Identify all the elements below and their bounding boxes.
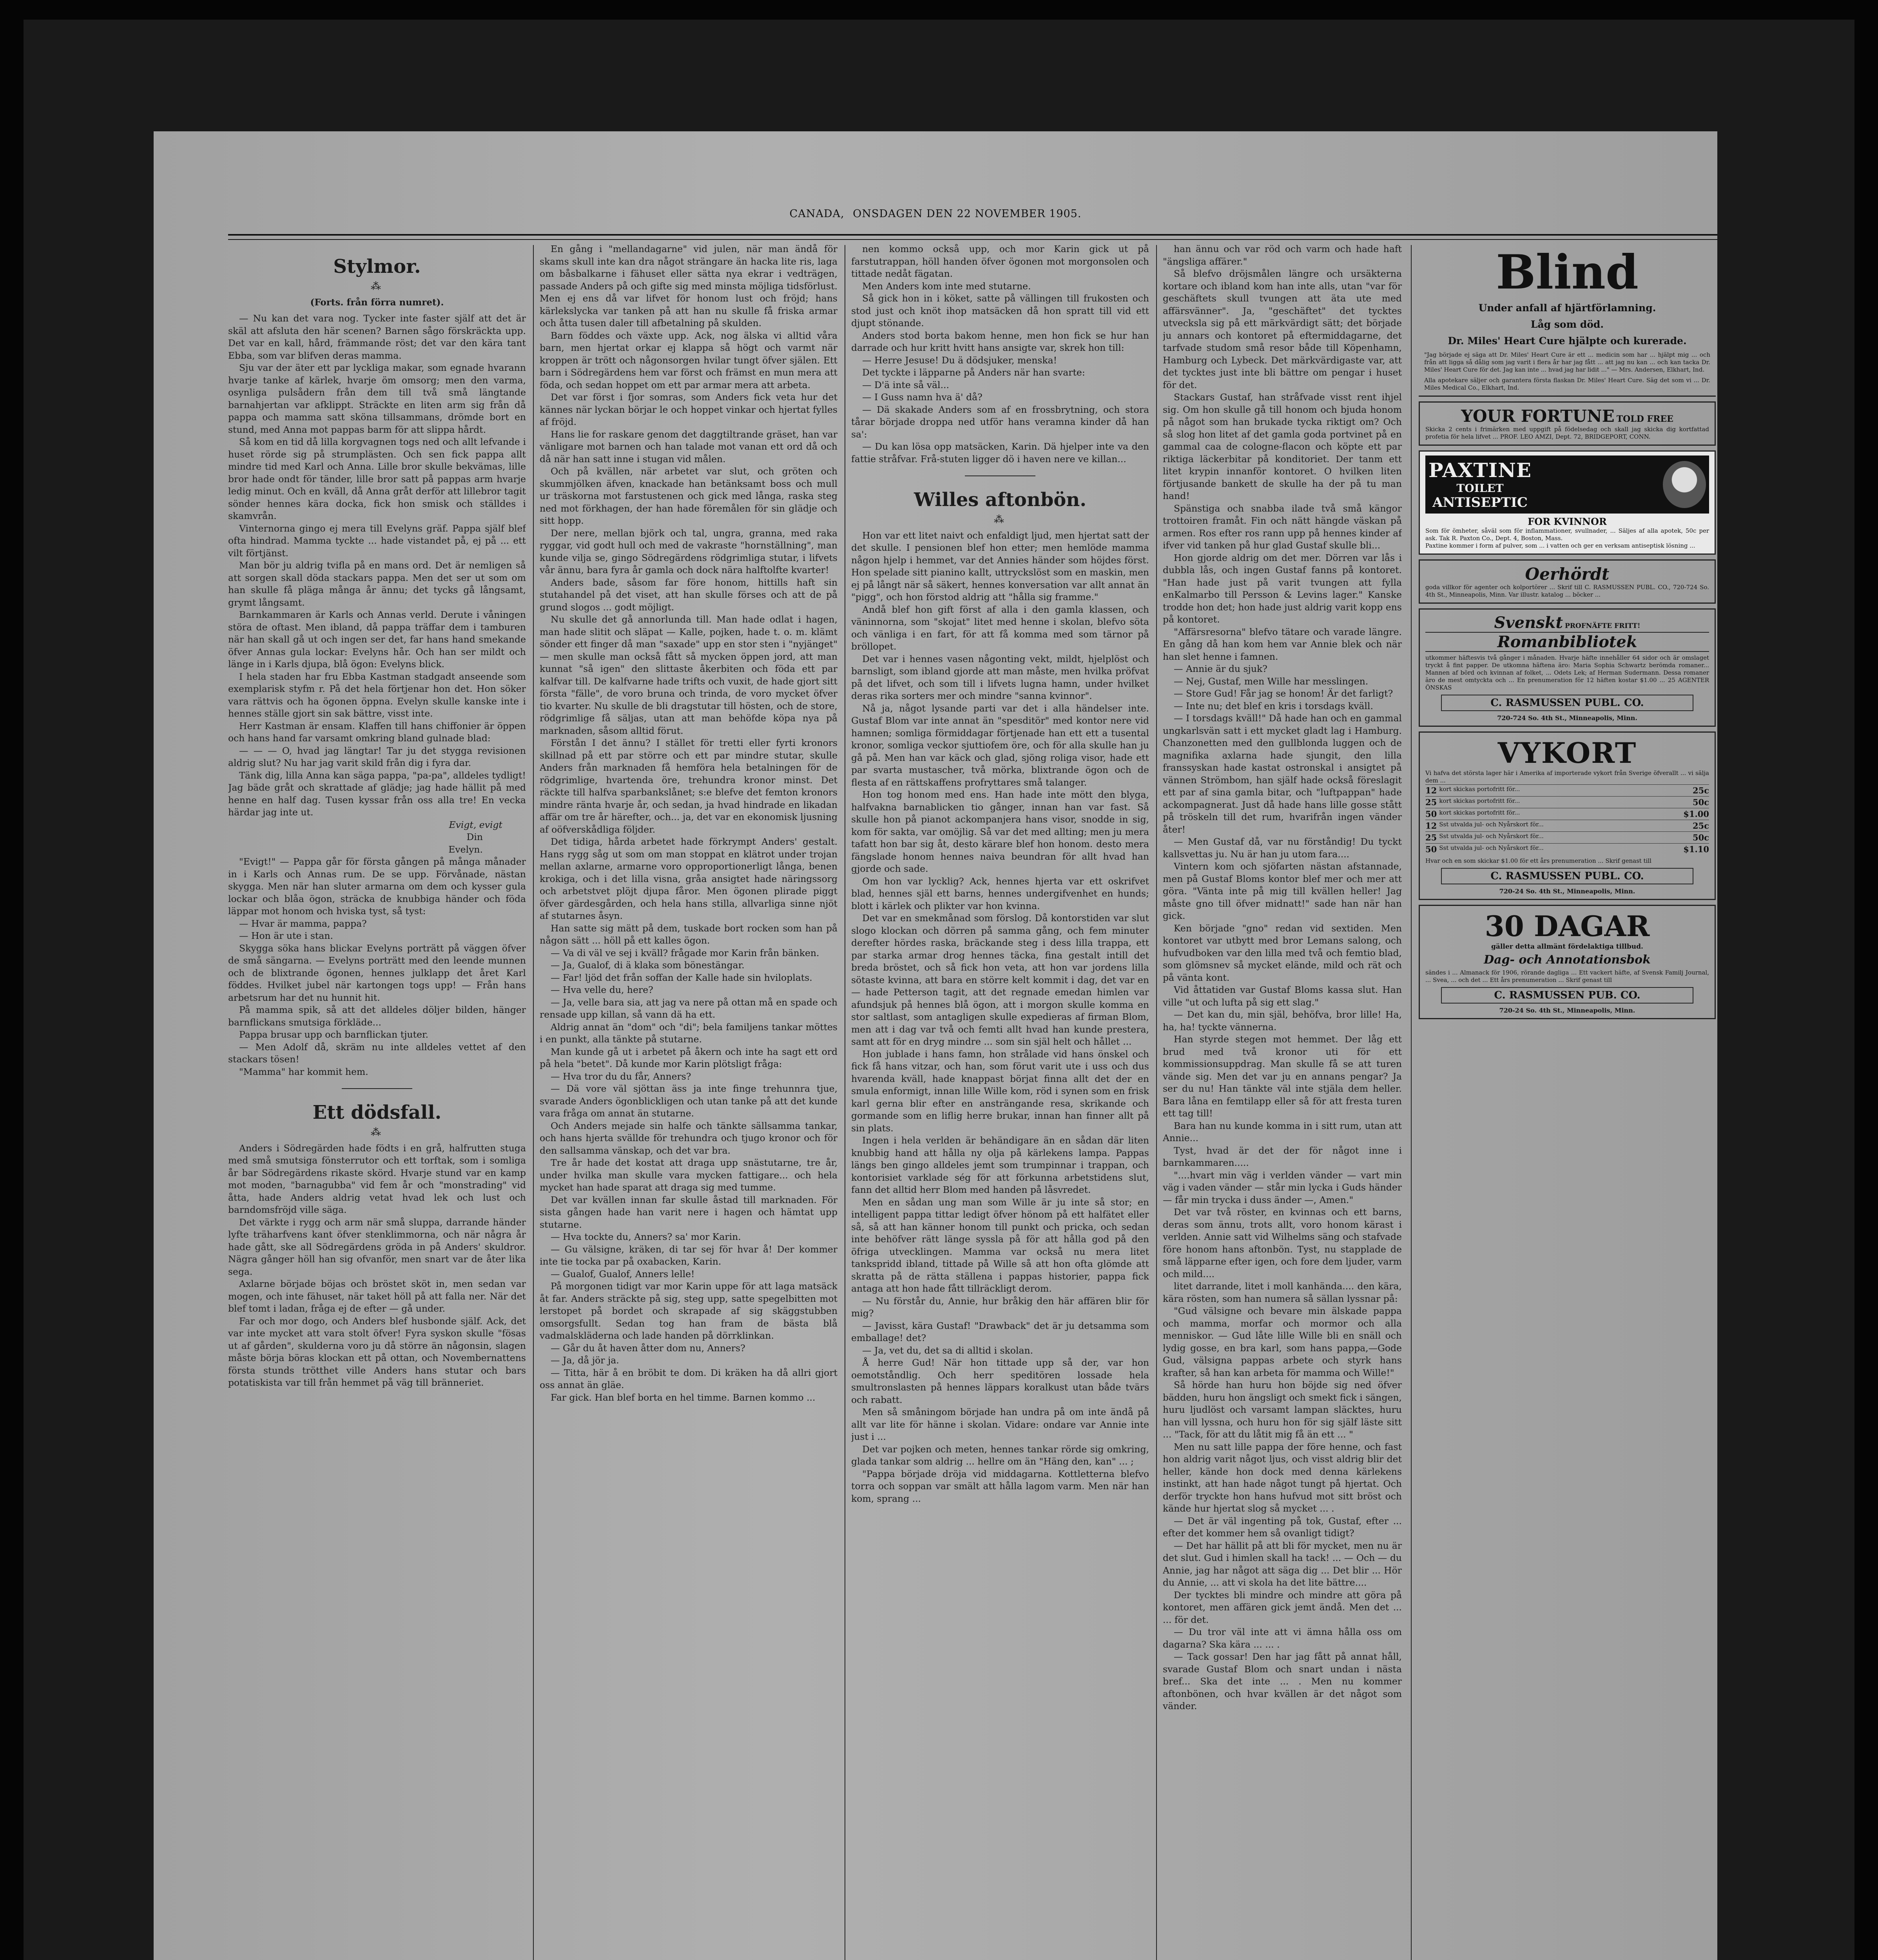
price-row <box>1425 843 1709 855</box>
price-value: $1.00 <box>1683 809 1709 819</box>
ornament: ⁂ <box>371 281 383 292</box>
price-desc: Sst utvalda jul- och Nyårskort för... <box>1439 844 1544 851</box>
paragraph: — Ja, Gualof, di ä klaka som bönestängar. <box>551 960 745 971</box>
paragraph: — Store Gud! Får jag se honom! Är det farligt? <box>1174 688 1393 699</box>
paragraph: — Det är väl ingenting på tok, Gustaf, efter ... efter det kommer hem så ovanligt tidigt? <box>1163 1515 1402 1539</box>
paragraph: — Men Adolf då, skräm nu inte alldeles vettet af den stackars tösen! <box>228 1041 526 1065</box>
page-header <box>154 208 1717 231</box>
article-body-willes <box>851 530 1149 1505</box>
paragraph: Far och mor dogo, och Anders blef husbonde själf. Ack, det var inte mycket att vara stolt öfver! Fyra syskon skulle "fösas ut af gården", skulderna voro ju då större än någonsin, slagen måste börja böras klockan ett på ottan, och Novembernattens första stunds trötthet ville Anders hans stutar och bars potatiskista var till från hemmet på väg till bränneriet. <box>228 1315 526 1388</box>
paragraph: Nå ja, något lysande parti var det i alla händelser inte. Gustaf Blom var inte annat än "spesditör" med kontor nere vid hamnen; somliga förmiddagar förtjenade han ett ett a tusental kronor, somliga veckor sjuttiofem öre, och för alla skulle han ju gå på. Men han var käck och glad, sjöng roliga visor, hade ett par svarta mustascher, två mörka, blixtrande ögon och de flesta af en rättskaffens profryttares små talanger. <box>851 702 1149 788</box>
ad-paxtine-line2: ANTISEPTIC <box>1432 495 1528 510</box>
paragraph: — Inte nu; det blef en kris i torsdags kväll. <box>1174 700 1373 711</box>
paragraph: — Du kan lösa opp matsäcken, Karin. Dä hjelper inte va den fattie stråfvar. Frå-stuten ligger dö i haven nere ve killan... <box>851 441 1149 465</box>
paragraph: Men så småningom började han undra på om inte ändå på allt var lite för hänne i skolan. Vidare: ondare var Annie inte just i ... <box>851 1406 1149 1442</box>
ad-30-dagar <box>1419 905 1716 1019</box>
paragraph: Herr Kastman är ensam. Klaffen till hans chiffonier är öppen och hans hand far varsamt omkring bland gulnade blad: <box>228 720 526 744</box>
price-row <box>1425 831 1709 843</box>
paragraph: — Du tror väl inte att vi ämna hålla oss om dagarna? Ska kära ... ... . <box>1163 1626 1402 1650</box>
paragraph: — I Guss namn hva ä' då? <box>862 392 983 403</box>
paragraph: Det tyckte i läpparne på Anders när han svarte: <box>862 367 1085 378</box>
paragraph: Han styrde stegen mot hemmet. Der låg ett brud med två kronor uti för ett kommissionsuppdrag. Man skulle få se att turen vände sig. Men det var ju en annans pengar? Ja ser du nu! Han tänkte väl inte stjäla dem heller. Bara låna en femtilapp eller så för att fresta turen ett tag till! <box>1163 1034 1402 1119</box>
price-value: $1.10 <box>1683 844 1709 854</box>
article-body <box>228 312 526 819</box>
paragraph: — Titta, här å en bröbit te dom. Di kräken ha då allri gjort oss annat än gläe. <box>540 1367 837 1390</box>
price-value: 50c <box>1692 797 1709 807</box>
paragraph: — I torsdags kväll!" Då hade han och en gammal ungkarlsvän satt i ett mycket gladt lag i Hamburg. Chanzonetten med den gullblonda luggen och de magnifika axlarna hade sjungit, den lilla franssyskan hade kastat ostronskal i ansigtet på vännen Strömbom, han själf hade också föreslagit ett par af sina gamla bitar, och "luftpappan" hade ackompagnerat. Just då hade hans lille gosse stått på tröskeln till det rum, hvarifrån ingen vänder åter! <box>1163 713 1402 835</box>
paragraph: Så gick hon in i köket, satte på vällingen till frukosten och stod just och knöt ihop matsäcken då hon spratt till vid ett djupt stönande. <box>851 293 1149 328</box>
ad-fortune-body: Skicka 2 cents i frimärken med uppgift på födelsedag och skall jag skicka dig kortfattad profetia för hela lifvet ... PROF. LEO AMZI, Dept. 72, BRIDGEPORT, CONN. <box>1425 426 1709 440</box>
ad-dagar-subtitle: gäller detta allmänt fördelaktiga tillbud. <box>1491 943 1643 951</box>
ad-blind-subtitle-2: Låg som död. <box>1530 319 1604 330</box>
column-1 <box>228 243 526 1960</box>
ad-vykort-address: 720-24 So. 4th St., Minneapolis, Minn. <box>1499 887 1635 895</box>
price-desc: kort skickas portofritt för... <box>1439 797 1520 804</box>
paragraph: Det var kvällen innan far skulle åstad till marknaden. För sista gången hade han varit nere i hagen och hämtat upp stutarne. <box>540 1194 837 1230</box>
ad-oerhordt <box>1419 559 1716 604</box>
article-body-col2 <box>540 243 837 1404</box>
paragraph: Andå blef hon gift först af alla i den gamla klassen, och väninnorna, som "skojat" litet med henne i skolan, blefvo söta och vänliga i en fart, för att få komma med som tärnor på bröllopet. <box>851 604 1149 652</box>
paragraph: Men en sådan ung man som Wille är ju inte så stor; en intelligent pappa tittar ledigt öfver hönom på ett halfätet eller så, så att han känner honom till punkt och pricka, och sedan inte behöfver rätt länge syssla på för att hålla god på den öfriga utvecklingen. Mamma var också nu mera litet tankspridd ibland, tittade på Wille så att hon ofta glömde att skratta på de rätta ställena i pappas historier, pappa fick antaga att hon hade fått tillräckligt derom. <box>851 1196 1149 1294</box>
column-2 <box>540 243 837 1960</box>
ad-dagar-publisher: C. RASMUSSEN PUB. CO. <box>1441 987 1693 1004</box>
price-qty: 25 <box>1425 797 1437 807</box>
paragraph: Men Anders kom inte med stutarne. <box>862 280 1031 292</box>
paragraph: Barnkammaren är Karls och Annas verld. Derute i våningen störa de oftast. Men ibland, då pappa träffar dem i tamburen när han skall gå ut och ingen ser det, far hans hand smekande öfver Annas gula lockar: Evelyns hår. Och han ser mildt och länge in i Karls djupa, blå ögon: Evelyns blick. <box>228 609 526 670</box>
paragraph: Å herre Gud! När hon tittade upp så der, var hon oemotståndlig. Och herr speditören lossade hela smultronslasten på hennes läppars koralkust utan både tvärs och rabatt. <box>851 1357 1149 1405</box>
paragraph: Far gick. Han blef borta en hel timme. Barnen kommo ... <box>551 1392 816 1403</box>
ad-vykort-body: Hvar och en som skickar $1.00 för ett års prenumeration ... Skrif genast till <box>1425 857 1651 864</box>
signature-evelyn: Evelyn. <box>448 844 483 855</box>
article-body-dodsfall <box>228 1142 526 1389</box>
column-rule <box>1156 245 1157 1960</box>
paragraph: — Annie är du sjuk? <box>1174 663 1267 674</box>
ad-fortune-tag: TOLD FREE <box>1616 414 1673 424</box>
paragraph: Om hon var lycklig? Ack, hennes hjerta var ett oskrifvet blad, hennes själ ett barns, hennes undergifvenhet en hunds; blott i kärlek och plikter var hon kvinna. <box>851 875 1149 911</box>
ad-paxtine-banner <box>1425 456 1709 514</box>
ad-dagar-title: 30 DAGAR <box>1485 909 1650 943</box>
paragraph: — Gualof, Gualof, Anners lelle! <box>551 1268 695 1279</box>
paragraph: Det värkte i rygg och arm när små sluppa, darrande händer lyfte träharfvens kant öfver stenklimmorna, och när några år hade gått, ske all Södregärdens gröda in på Anders' skuldror. Nägra gånger höll han sig ofvanför, men snart var de åter lika sega. <box>228 1216 526 1277</box>
ad-roman-body: utkommer häftesvis två gånger i månaden. Hvarje häfte innehåller 64 sidor och är omslaget tryckt å fint papper. De utkomna häftena äro: Maria Sophia Schwartz berömda romaner... Mannen af börd och kvinnan af folket, ... Odets Lek; af Herman Sudermann. Dessa romaner äro de mest omtyckta och ... En prenumeration för 12 häften kostar $1.00 ... 25 AGENTER ÖNSKAS <box>1425 654 1709 691</box>
paragraph: — Nu förstår du, Annie, hur bråkig den här affären blir för mig? <box>851 1295 1149 1319</box>
paragraph: — Det kan du, min själ, behöfva, bror lille! Ha, ha, ha! tyckte vännerna. <box>1163 1009 1402 1033</box>
ad-vykort-publisher: C. RASMUSSEN PUBL. CO. <box>1441 868 1693 884</box>
ad-blind <box>1419 243 1716 397</box>
paragraph: han ännu och var röd och varm och hade haft "ängsliga affärer." <box>1163 243 1402 267</box>
paragraph: Det tidiga, hårda arbetet hade förkrympt Anders' gestalt. Hans rygg såg ut som om man stoppat en klätrot under trojan mellan axlarne, armarne voro opproportionerligt långa, benen krokiga, och i det lilla visna, gråa ansigtet hade näringssorg och arbetstvet plöjt djupa fåror. Men ögonen plirade piggt öfver gärdesgården, och hela hans stilla, allvarliga sinne njöt af stutarnes åsyn. <box>540 836 837 921</box>
paragraph: Vintern kom och sjöfarten nästan afstannade, men på Gustaf Bloms kontor blef mer och mer att göra. "Vänta inte på mig till kvällen heller! Jag måste gno till öfver midnatt!" sade han när han gick. <box>1163 861 1402 921</box>
paragraph: Hon tog honom med ens. Han hade inte mött den blyga, halfvakna barnablicken tio gånger, innan han var fast. Så skulle hon på pianot ackompanjera hans visor, snodde in sig, kom för sakta, var omöjlig. Så var det med allting; men ju mera tafatt hon bar sig åt, desto kärare blef hon honom. desto mera fängslade honom hennes naiva beundran för allt hvad han gjorde och sade. <box>851 789 1149 874</box>
paragraph: Förstån I det ännu? I stället för tretti eller fyrti kronors skillnad på ett par större och ett par mindre stutar, skulle Anders från marknaden få hemföra hela betalningen för de rödgrimlige, hvartenda öre, trehundra kronor minst. Det räckte till halfva sparbankslånet; s:e blefve det femton kronors mindre ränta hvarje år, och sedan, ja hvad hindrade en likadan affär om tre år härefter, och... ja, det var en ekonomisk ljusning af oöfverskådliga följder. <box>540 737 837 835</box>
price-qty: 12 <box>1425 821 1437 831</box>
paragraph: Hon gjorde aldrig om det mer. Dörren var lås i dubbla lås, och ingen Gustaf fanns på kontoret. "Han hade just på varit tvungen att fylla enKalmarbo till Persson & Levins lager." Kanske trodde hon det; hon hade just aldrig varit kopp ens på kontoret. <box>1163 552 1402 625</box>
paragraph: Sju var der äter ett par lyckliga makar, som egnade hvarann hvarje tanke af kärlek, hvarje öm omsorg; men den varma, osynliga pulsådern från dem till två små längtande barnahjertan var afklippt. Sträckte en liten arm sig från då pappa och mamma satt sköna tillsammans, drömde bort en stund, med Anna mot pappas barm för att slippa hårdt. <box>228 362 526 435</box>
paragraph: Stackars Gustaf, han stråfvade visst rent ihjel sig. Om hon skulle gå till honom och bjuda honom på något som han brukade tycka riktigt om? Och så slog hon litet af det gamla goda portvinet på en gammal caa de cologne-flacon och köpte ett par riktiga läckerbitar på konditoriet. Der tanm ett litet krypin innanför kontoret. O hvilken liten förtjusande bankett de skulle ha der på tu man hand! <box>1163 392 1402 501</box>
price-desc: Sst utvalda jul- och Nyårskort för... <box>1439 833 1544 840</box>
paragraph: Aldrig annat än "dom" och "di"; bela familjens tankar möttes i en punkt, alla tänkte på stutarne. <box>540 1021 837 1045</box>
price-row <box>1425 820 1709 831</box>
ornament: ⁂ <box>371 1127 383 1138</box>
paragraph: Ingen i hela verlden är behändigare än en sådan där liten knubbig hand att hålla ny olja på kärlekens lampa. Pappas längs ben gingo alldeles jemt som trumpinnar i trappan, och kontorisiet varklade ség för att förkunna arbetstidens slut, fann det alltid herr Blom med handen på låsvredet. <box>851 1135 1149 1195</box>
ad-roman-tag: PROFNÄFTE FRITT! <box>1565 622 1641 630</box>
column-4 <box>1163 243 1402 1960</box>
signature-evigt: Evigt, evigt <box>449 819 502 830</box>
ad-vykort-title: VYKORT <box>1497 736 1637 769</box>
paragraph: Och på kvällen, när arbetet var slut, och gröten och skummjölken äfven, knackade han betänksamt boss och mull ur träskorna mot farstustenen och gick med långa, raska steg ned mot förkhagen, der han hade föremålen för sin glädje och sitt hopp. <box>540 466 837 526</box>
paragraph: nen kommo också upp, och mor Karin gick ut på farstutrappan, höll handen öfver ögonen mot morgonsolen och tittade nedåt fägatan. <box>851 243 1149 279</box>
paragraph: Det var först i fjor somras, som Anders fick veta hur det kännes när lyckan börjar le och hoppet vinkar och hjertat fylles af fröjd. <box>540 392 837 427</box>
ad-vykort <box>1419 731 1716 900</box>
paragraph: — Ja, velle bara sia, att jag va nere på ottan må en spade och rensade upp killan, så vann dä ha ett. <box>540 996 837 1020</box>
issue-date: ONSDAGEN DEN 22 NOVEMBER 1905. <box>853 208 1082 220</box>
paragraph: — Javisst, kära Gustaf! "Drawback" det är ju detsamma som emballage! det? <box>851 1320 1149 1343</box>
price-value: 25c <box>1692 821 1709 831</box>
paragraph: Hon var ett litet naivt och enfaldigt ljud, men hjertat satt der det skulle. I pensionen blef hon etter; men hemlöde mamma någon hjelp i hemmet, var det Annies händer som höjdes först. Hon spelade sitt pianino kallt, uttryckslöst som en maskin, men ej på långt när så säkert, hennes konversation var allt annat än "pigg", och hon förstod aldrig att "hålla sig framme." <box>851 530 1149 603</box>
price-value: 50c <box>1692 833 1709 842</box>
paragraph: Det var en smekmånad som förslog. Då kontorstiden var slut slogo klockan och dörren på samma gång, och fem minuter derefter hördes raska, bräckande steg i dess lilla trappa, ett par starka armar drog hennes täcka, fina gestalt intill det breda bröstet, och så fick hon veta, att hon var jordens lilla sötaste kvinna, att bara en större kelt kommit i dag, det var en — hade Petterson tagit, att det regnade emedan himlen var afundsjuk på hennes blå ögon, att i morgon skulle komma en stor saltlast, som antagligen skulle expedieras af firman Blom, men att i dag var två och femti allt hvad han kunde prestera, samt att för en dryg mindre ... som sin själ helt och hållet ... <box>851 913 1149 1047</box>
ad-blind-subtitle-3: Dr. Miles' Heart Cure hjälpte och kurerade. <box>1448 335 1687 347</box>
paragraph: Anders i Södregärden hade födts i en grå, halfrutten stuga med små smutsiga fönsterrutor och ett torftak, som i somliga år bar Södregärdens rikaste skörd. Hvarje stund var en kamp mot moden, "barnagubba" vid fem år och "monstrading" vid åtta, hade Anders aldrig vetat hvad lek och lust och barndomsfröjd ville säga. <box>228 1142 526 1215</box>
paragraph: — Hon är ute i stan. <box>239 930 333 941</box>
ad-fortune-title: YOUR FORTUNE <box>1461 407 1615 426</box>
price-row <box>1425 784 1709 796</box>
column-rule <box>1411 245 1412 1960</box>
ad-paxtine-body: Som för ömheter, såväl som för inflammationer, svullnader, ... Säljes af alla apotek, 50c per ask. Tak R. Paxton Co., Dept. 4, Boston, Mass. <box>1425 527 1709 542</box>
paragraph: En gång i "mellandagarne" vid julen, när man ändå för skams skull inte kan dra något strängare än hacka lite ris, laga om båsbalkarne i fähuset eller sätta nya ekrar i vedträgen, passade Anders på och gifte sig med minsta möjliga tidsförlust. Men ej ens då var lifvet för honom lust och fröjd; hans kärlekslycka var tanken på att han nu skulle få friska armar och åtta tusen daler till afbetalning på skulden. <box>540 243 837 328</box>
article-title-willes-aftonbon: Willes aftonbön. <box>914 489 1087 511</box>
paragraph: Der nere, mellan björk och tal, ungra, granna, med raka ryggar, vid godt hull och med de vakraste "hornställning", man kunde vilja se, gingo Södregärdens rödgrimliga stutar, i lifvets vår ännu, bara fyra år gamla och dock nära halftolfte kvarter! <box>540 527 837 575</box>
paragraph: "Gud välsigne och bevare min älskade pappa och mamma, morfar och mormor och alla menniskor. — Gud låte lille Wille bli en snäll och lydig gosse, en bra karl, som hans pappa,—Gode Gud, välsigna pappas arbete och styrk hans krafter, så han kan arbeta för mamma och Wille!" <box>1163 1305 1402 1378</box>
ad-roman-title-2: Romanbibliotek <box>1425 632 1709 652</box>
paragraph: — Hva tror du du får, Anners? <box>551 1071 691 1082</box>
paragraph: — Hvar är mamma, pappa? <box>239 918 367 929</box>
paragraph: "Evigt!" — Pappa går för första gången på många månader in i Karls och Annas rum. De se upp. Förvånade, nästan skygga. Men när han sluter armarna om dem och kysser gula lockar och blåa ögon, sträcka de knubbiga händer och föda läppar mot honom och hviska tyst, så tyst: <box>228 856 526 916</box>
paragraph: Så blefvo dröjsmålen längre och ursäkterna kortare och ibland kom han inte alls, utan "var för geschäftets skull tvungen att äta ute med affärsvänner". Ja, "geschäftet" det tycktes utvecksla sig på ett märkvärdigt sätt; det började ju annars och kontoret på eftermiddagarne, det tarfvade studom små resor både till Köpenhamn, Hamburg och Lybeck. Det märkvärdigaste var, att det tycktes just inte bli bättre om pengar i huset för det. <box>1163 268 1402 390</box>
paragraph: Ken började "gno" redan vid sextiden. Men kontoret var utbytt med bror Lemans salong, och hufvudboken var den lilla med två och femtio blad, som glömsnev så mycket elände, mild och rät och på vänta kont. <box>1163 922 1402 983</box>
paragraph: Så kom en tid då lilla korgvagnen togs ned och allt lefvande i huset rörde sig på strumplästen. Och sen fick pappa allt mindre tid med Karl och Anna. Lille bror skulle bekvämas, lille bror hade ondt för tänder, lille bror satt på pappas arm hvarje ledig minut. Och en kväll, då Anna gråt derför att lillebror tagit sönder hennes kära docka, fick hon smisk och ställdes i skamvrån. <box>228 436 526 521</box>
paragraph: I hela staden har fru Ebba Kastman stadgadt anseende som exemplarisk styfm r. På det hela förtjenar hon det. Hon söker vara rättvis och ha ögonen öppna. Evelyn skulle kanske inte i hennes ställe gjort sin sak bättre, visst inte. <box>228 671 526 719</box>
ad-paxtine-line1: TOILET <box>1456 482 1504 495</box>
article-title-stylmor: Stylmor. <box>333 256 421 278</box>
ad-paxtine-footer: Paxtine kommer i form af pulver, som ... i vatten och ger en verksam antiseptisk lösning ... <box>1425 542 1695 549</box>
paragraph: — — — O, hvad jag längtar! Tar ju det stygga revisionen aldrig slut? Nu har jag varit skild från dig i fyra dar. <box>228 745 526 768</box>
paragraph: — Dä vore väl sjöttan äss ja inte finge trehunnra tjue, svarade Anders ögonblickligen och utan tanke på att det kunde vara fråga om annat än stutarne. <box>540 1083 837 1119</box>
ad-paxtine-name: PAXTINE <box>1428 459 1532 482</box>
ad-roman-address: 720-724 So. 4th St., Minneapolis, Minn. <box>1497 714 1637 722</box>
ad-paxtine-for: FOR KVINNOR <box>1528 516 1607 527</box>
column-3 <box>851 243 1149 1960</box>
paper-name: CANADA, <box>789 208 845 220</box>
paragraph: — Går du åt haven åtter dom nu, Anners? <box>551 1342 745 1354</box>
paragraph: "....hvart min väg i verlden vänder — vart min väg i vaden vänder — står min lycka i Guds händer — får min trycka i duss änder —, Amen." <box>1163 1169 1402 1205</box>
paragraph: På morgonen tidigt var mor Karin uppe för att laga matsäck åt far. Anders sträckte på sig, steg upp, satte spegelbitten mot lerstopet på bordet och skrapade af sig skäggstubben omsorgsfullt. Sedan tog han fram de bästa blå vadmalskläderna och lade handen på dörrklinkan. <box>540 1281 837 1341</box>
paragraph: Man kunde gå ut i arbetet på åkern och inte ha sagt ett ord på hela "betet". Då kunde mor Karin plötsligt fråga: <box>540 1046 837 1069</box>
paragraph: Det var i hennes vasen någonting vekt, mildt, hjelplöst och barnsligt, som ibland gjorde att man måste, men hvilka pröfvat på det lifvet, och som till i lifvets lugna hamn, under hvilket deras rika sorters mer och mindre "sanna kvinnor". <box>851 653 1149 701</box>
price-desc: kort skickas portofritt för... <box>1439 809 1520 816</box>
price-qty: 50 <box>1425 844 1437 854</box>
woman-portrait-icon <box>1663 461 1706 508</box>
ad-blind-subtitle: Under anfall af hjärtförlamning. <box>1478 302 1656 314</box>
newspaper-page <box>154 131 1717 1960</box>
paragraph: — Far! ljöd det från soffan der Kalle hade sin hviloplats. <box>551 972 812 983</box>
article-body-col3 <box>851 243 1149 465</box>
paragraph: "Affärsresorna" blefvo tätare och varade längre. En gång då han kom hem var Annie blek och när han slet henne i famnen. <box>1163 626 1402 662</box>
paragraph: Pappa brusar upp och barnflickan tjuter. <box>239 1029 429 1040</box>
ad-blind-title: Blind <box>1496 245 1639 300</box>
paragraph: Axlarne började böjas och bröstet sköt in, men sedan var mogen, och inte fähuset, när taket höll på att falla ner. När det blef tomt i ladan, fråga ej de efter — gå under. <box>228 1278 526 1314</box>
price-qty: 50 <box>1425 809 1437 819</box>
ads-column <box>1419 243 1717 1960</box>
price-value: 25c <box>1692 786 1709 795</box>
column-rule <box>533 245 534 1960</box>
ad-dagar-subtitle-2: Dag- och Annotationsbok <box>1484 953 1651 967</box>
paragraph: — Tack gossar! Den har jag fått på annat håll, svarade Gustaf Blom och snart undan i nästa bref... Ska det inte ... . Men nu kommer aftonbönen, och hvar kvällen är det något som vänder. <box>1163 1651 1402 1711</box>
paragraph: — Nu kan det vara nog. Tycker inte faster själf att det är skäl att afsluta den här scenen? Barnen sågo förskräckta upp. Det var en kall, hård, främmande röst; det var den kära tant Ebba, som var blifven deras mamma. <box>228 313 526 361</box>
paragraph: — Ja, vet du, det sa di alltid i skolan. <box>862 1345 1033 1356</box>
paragraph: Tre år hade det kostat att draga upp snästutarne, tre år, under hvilka man skulle vara mycken fattigare... och hela mycket han hade sparat att draga sig med tumme. <box>540 1157 837 1193</box>
paragraph: Vid åttatiden var Gustaf Bloms kassa slut. Han ville "ut och lufta på sig ett slag." <box>1163 984 1402 1008</box>
section-divider <box>342 1088 412 1089</box>
ad-oerhordt-title: Oerhördt <box>1525 564 1610 584</box>
article-title-ett-dodsfall: Ett dödsfall. <box>312 1102 442 1123</box>
signature-din: Din <box>466 831 483 842</box>
paragraph: På mamma spik, så att det alldeles döljer bilden, hänger barnflickans smutsiga förkläde... <box>228 1004 526 1028</box>
section-divider <box>965 475 1035 476</box>
paragraph: — Det har hällit på att bli för mycket, men nu är det slut. Gud i himlen skall ha tack! ... — Och — du Annie, jag har något att säga dig ... Det blir ... Hör du Annie, ... att vi skola ha det lite bättre.... <box>1163 1540 1402 1588</box>
paragraph: Han satte sig mätt på dem, tuskade bort rocken som han på någon sätt ... höll på ett kalles ögon. <box>540 922 837 946</box>
article-subtitle: (Forts. från förra numret). <box>310 297 444 308</box>
article-body-continued <box>228 856 526 1078</box>
paragraph: Hans lie for raskare genom det daggtiltrande gräset, han var vänligare mot barnen och han talade mot vanan ett ord då och då när han satt inne i stugan vid målen. <box>540 428 837 465</box>
paragraph: — Hva tockte du, Anners? sa' mor Karin. <box>551 1231 741 1242</box>
paragraph: Der tycktes bli mindre och mindre att göra på kontoret, men affären gick jemt ändå. Men det ... ... för det. <box>1163 1589 1402 1625</box>
paragraph: — Gu välsigne, kräken, di tar sej för hvar å! Der kommer inte tie tocka par på oxabacken, Karin. <box>540 1243 837 1267</box>
paragraph: Man bör ju aldrig tvifla på en mans ord. Det är nemligen så att sorgen skall döda stackars pappa. Men det ser ut som om han skulle få pläga många år ännu; det tycks gå långsamt, grymt långsamt. <box>228 560 526 608</box>
paragraph: — Hva velle du, here? <box>551 984 653 995</box>
paragraph: litet darrande, litet i moll kanhända.... den kära, kära rösten, som han numera så sällan lyssnar på: <box>1163 1281 1402 1304</box>
paragraph: — Dä skakade Anders som af en frossbrytning, och stora tårar började droppa ned utför hans veramna kinder då han sa': <box>851 404 1149 440</box>
paragraph: — Nej, Gustaf, men Wille har messlingen. <box>1174 675 1369 687</box>
ad-vykort-price-list <box>1425 784 1709 855</box>
paragraph: — D'ä inte så väl... <box>862 379 949 390</box>
ad-vykort-intro: Vi hafva det största lager här i Amerika af importerade vykort från Sverige öfverallt ... vi sälja dem ... <box>1425 769 1709 784</box>
price-desc: kort skickas portofritt för... <box>1439 786 1520 793</box>
paragraph: Hon jublade i hans famn, hon strålade vid hans önskel och fick få hans vitzar, och han, som förut varit ute i uss och dus hvarenda kväll, hade knappast börjat finna allt det der en smula enformigt, innan lille Wille kom, röd i synen som en frisk karl gerna blir efter en ansträngande resa, skrikande och gormande som en liflig herre brukar, innan han finner allt på sin plats. <box>851 1048 1149 1134</box>
ad-blind-body: "Jag började ej säga att Dr. Miles' Heart Cure är ett ... medicin som har ... hjälpt mig ... och från att ligga så dålig som jag varit i flera år har jag fått ... att jag nu kan ... och kan tacka Dr. Miles' Heart Cure för det. Jag kan inte ... hvad jag har lidit ..." — Mrs. Andersen, Elkhart, Ind. <box>1424 351 1710 373</box>
ad-paxtine <box>1419 450 1716 555</box>
price-qty: 12 <box>1425 786 1437 795</box>
paragraph: — Men Gustaf då, var nu förståndig! Du tyckt kallsvettas ju. Nu är han ju utom fara.... <box>1163 836 1402 860</box>
paragraph: Och Anders mejade sin halfe och tänkte sällsamma tankar, och hans hjerta svällde för trehundra och tjugo kronor och för den sallsamma vänskap, och det var bra. <box>540 1120 837 1156</box>
paragraph: Så hörde han huru hon böjde sig ned öfver bädden, huru hon ängsligt och smekt fick i sängen, huru ljudlöst och varsamt lampan släcktes, huru han vill lyssna, och huru hon för sig själf läste sitt ... "Tack, för att du låtit mig få än ett ... " <box>1163 1379 1402 1440</box>
paragraph: — Herre Jesuse! Du ä dödsjuker, menska! <box>862 354 1057 366</box>
ad-dagar-address: 720-24 So. 4th St., Minneapolis, Minn. <box>1499 1007 1635 1014</box>
paragraph: Spänstiga och snabba ilade två små kängor trottoiren framåt. Fin och nätt hängde väskan på armen. Ros efter ros rann upp på hennes kinder af ifver vid tanken på hur glad Gustaf skulle bli... <box>1163 503 1402 551</box>
paragraph: — Ja, då jör ja. <box>551 1355 619 1366</box>
article-body-col4 <box>1163 243 1402 1713</box>
paragraph: Det var två röster, en kvinnas och ett barns, deras som ännu, trots allt, voro honom kärast i verlden. Annie satt vid Wilhelms säng och stafvade före honom hans aftonbön. Tyst, nu stapplade de små läpparne efter igen, och fore dem ljuder, varm och mild.... <box>1163 1207 1402 1279</box>
header-rule <box>228 234 1717 240</box>
paragraph: Tänk dig, lilla Anna kan säga pappa, "pa-pa", alldeles tydligt! Jag bäde gråt och skrattade af glädje; jag hade hällit på med henne en half dag. Tusen kyssar från oss alla tre! En vecka härdar jag inte ut. <box>228 769 526 818</box>
paragraph: Anders stod borta bakom henne, men hon fick se hur han darrade och hur kritt hvitt hans ansigte var, skrek hon till: <box>851 330 1149 353</box>
paragraph: Det var pojken och meten, hennes tankar rörde sig omkring, glada tankar som aldrig ... hellre om än "Häng den, kan" ... ; <box>851 1443 1149 1467</box>
ad-blind-footer: Alla apotekare säljer och garantera första flaskan Dr. Miles' Heart Cure. Säg det som vi ... Dr. Miles Medical Co., Elkhart, Ind. <box>1424 377 1710 391</box>
paragraph: "Mamma" har kommit hem. <box>239 1066 368 1077</box>
ad-dagar-body: sändes i ... Almanack för 1906, rörande dagliga ... Ett vackert häfte, af Svensk Familj Journal, ... Svea, ... och det ... Ett års prenumeration ... Skrif genast till <box>1425 969 1709 984</box>
paragraph: Skygga söka hans blickar Evelyns porträtt på väggen öfver de små sängarna. — Evelyns porträtt med den leende munnen och de blixtrande ögonen, hennes julklapp det året Karl föddes. Hvilket jubel när kartongen togs upp! — Från hans arbetsrum har det nu hunnit hit. <box>228 942 526 1003</box>
paragraph: Men nu satt lille pappa der före henne, och fast hon aldrig varit något ljus, och visst aldrig blir det heller, kände hon dock med denna kärlekens instinkt, att han hade något tungt på hjertat. Och derför tryckte hon hans hufvud mot sitt bröst och kände hur hjertat slog så mycket ... . <box>1163 1441 1402 1514</box>
paragraph: — Va di väl ve sej i kväll? frågade mor Karin från bänken. <box>551 947 819 958</box>
paragraph: Vinternorna gingo ej mera till Evelyns gräf. Pappa själf blef ofta hindrad. Mamma tyckte ... hade vistandet på, ej på ... ett vilt förtjänst. <box>228 523 526 559</box>
ad-roman-publisher: C. RASMUSSEN PUBL. CO. <box>1441 695 1693 711</box>
price-desc: Sst utvalda jul- och Nyårskort för... <box>1439 821 1544 828</box>
paragraph: "Pappa började dröja vid middagarna. Kottletterna blefvo torra och soppan var smält att hålla lagom varm. Men när han kom, sprang ... <box>851 1468 1149 1504</box>
price-qty: 25 <box>1425 833 1437 842</box>
paragraph: Nu skulle det gå annorlunda till. Man hade odlat i hagen, man hade slitit och släpat — Kalle, pojken, hade t. o. m. klämt sönder ett finger då man "saxade" upp en stor sten i "nyjänget" — men skulle man också fått så mycken öppen jord, att man kunnat "så igen" den slittaste åkerbiten och föda ett par kalfvar till. De kalfvarne hade trifts och vuxit, de hade gjort sitt första "fälle", de voro bruna och trinda, de voro mycket öfver tio kvarter. Nu skulle de bli dragstutar till hösten, och de store, rödgrimlige få säljas, utan att man behöfde köpa nya på marknaden, såsom alltid förut. <box>540 614 837 736</box>
paragraph: Tyst, hvad är det der för något inne i barnkammaren..... <box>1163 1145 1402 1168</box>
ad-romanbibliotek <box>1419 608 1716 727</box>
paragraph: Barn föddes och växte upp. Ack, nog älska vi alltid våra barn, men hjertat orkar ej klappa så högt och varmt när kroppen är trött och någonsorgen hvilar tungt öfver själen. Ett barn i Södregärdens hem var först och främst en mun mera att föda, och sedan hoppet om ett par armar mera att arbeta. <box>540 330 837 390</box>
paragraph: Anders bade, såsom far före honom, hittills haft sin stutahandel på det viset, att han skulle förses och att de på grund slogos ... godt möjligt. <box>540 577 837 613</box>
ad-oerhordt-body: goda villkor för agenter och kolportörer ... Skrif till C. RASMUSSEN PUBL. CO., 720-724 So. 4th St., Minneapolis, Minn. Var illustr. katalog ... böcker ... <box>1425 584 1709 598</box>
ornament: ⁂ <box>994 514 1006 526</box>
price-row <box>1425 796 1709 808</box>
paragraph: Bara han nu kunde komma in i sitt rum, utan att Annie... <box>1163 1120 1402 1143</box>
ad-fortune <box>1419 401 1716 446</box>
ad-roman-title-1: Svenskt <box>1494 613 1563 632</box>
price-row <box>1425 808 1709 820</box>
